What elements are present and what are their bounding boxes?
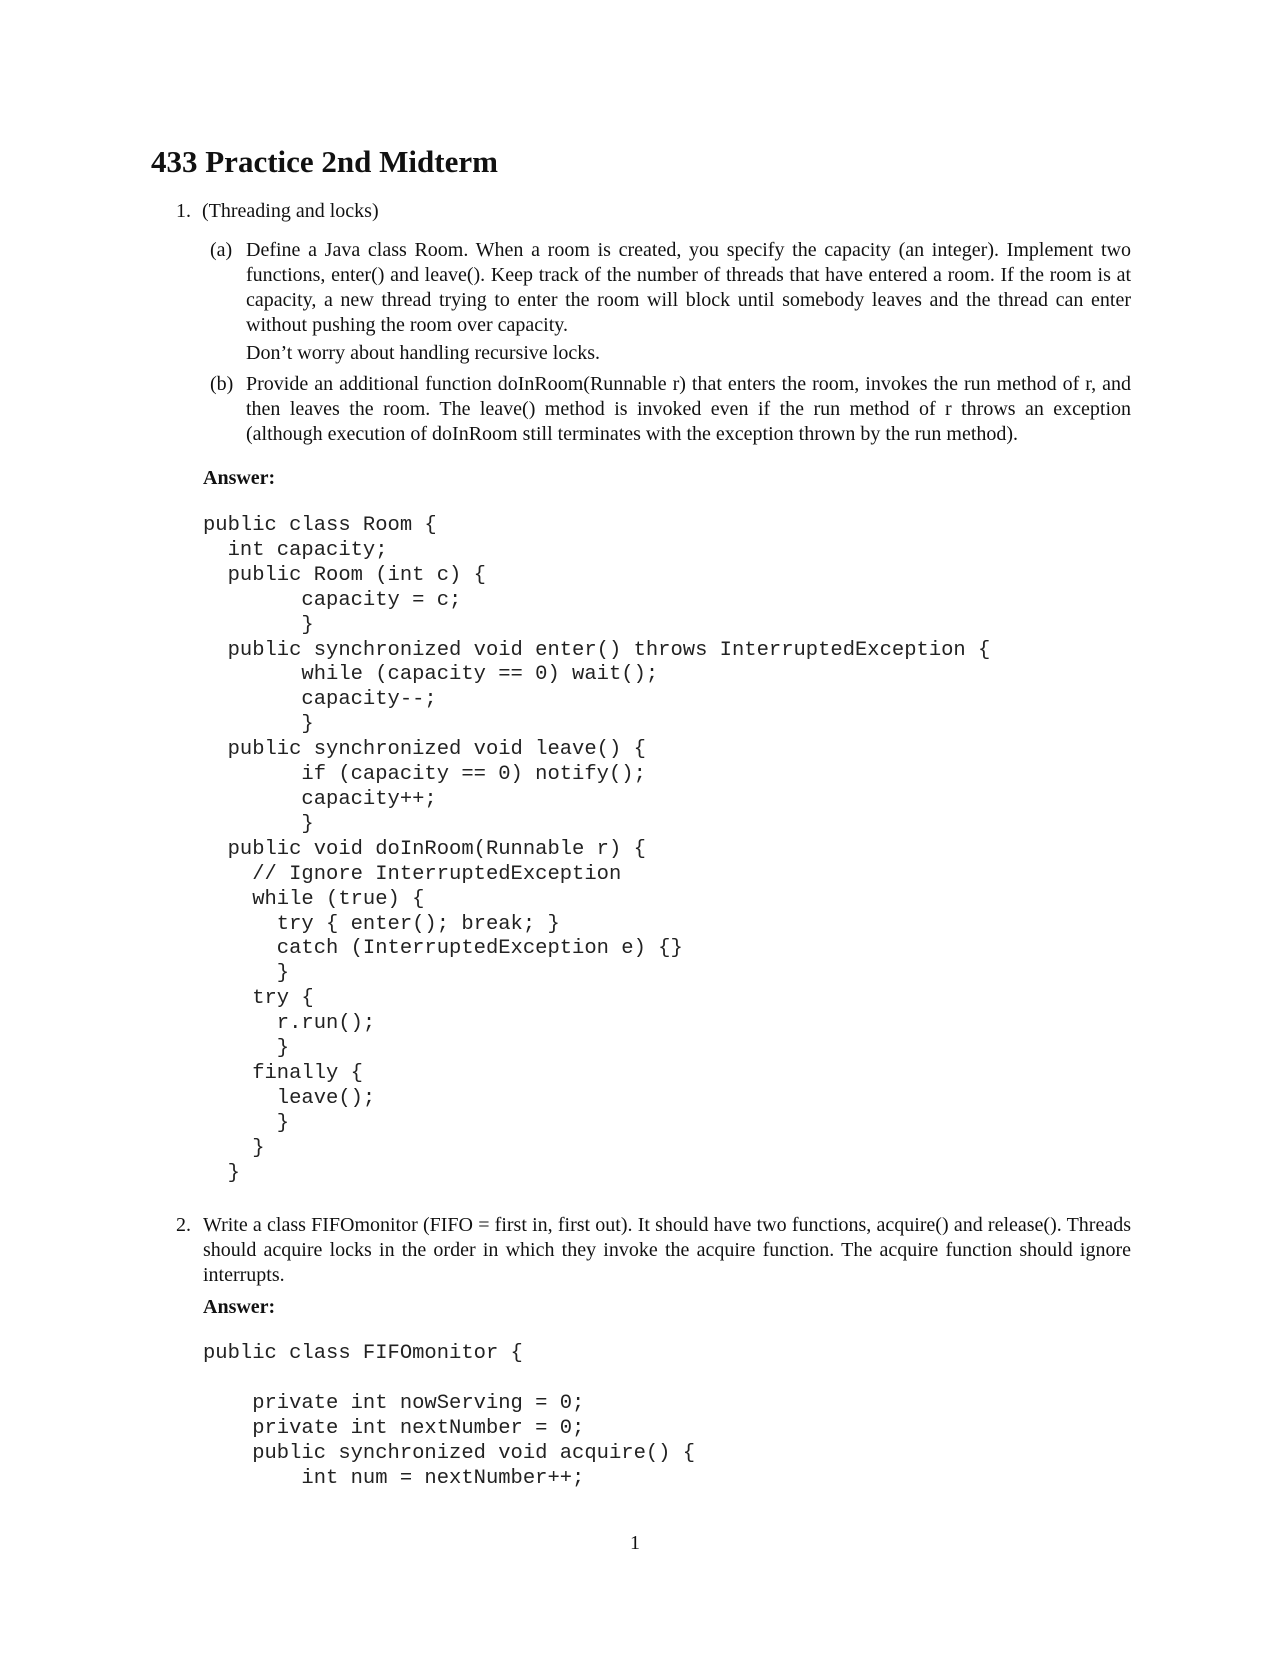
fifomonitor-class-code: public class FIFOmonitor { private int nowServing = 0; private int nextNumber = 0; public synchronized void acquire() { int num = nextNumber++; (203, 1342, 696, 1490)
question-1-part-a (210, 238, 1131, 366)
question-1-heading (176, 198, 379, 224)
question-2-text: Write a class FIFOmonitor (FIFO = first in, first out). It should have two functions, acquire() and release(). Threads should acquire locks in the order in which they invoke the acquire function. The acquire function should ignore interrupts. (203, 1214, 1131, 1286)
question-2-number: 2. (176, 1214, 191, 1236)
question-1-answer-label: Answer: (203, 467, 276, 489)
question-2 (176, 1213, 1131, 1288)
page-title: 433 Practice 2nd Midterm (151, 144, 498, 179)
question-1-part-b (210, 372, 1131, 447)
part-b-label: (b) (210, 373, 234, 395)
question-1-topic: (Threading and locks) (202, 200, 379, 222)
part-a-note: Don’t worry about handling recursive locks. (246, 342, 600, 364)
part-a-text: Define a Java class Room. When a room is created, you specify the capacity (an integer). Implement two functions, enter() and leave(). Keep track of the number of threads that have entered a room. If the room is at capacity, a new thread trying to enter the room will block until somebody leaves and the thread can enter without pushing the room over capacity. (246, 239, 1131, 336)
part-a-label: (a) (210, 239, 233, 261)
room-class-code: public class Room { int capacity; public Room (int c) { capacity = c; } public synchronized void enter() throws InterruptedException { while (capacity == 0) wait(); capacity--; } public synchronized void leave() { if (capacity == 0) notify(); capacity++; } public void doInRoom(Runnable r) { // Ignore InterruptedException while (true) { try { enter(); break; } catch (InterruptedException e) {} } try { r.run(); } finally { leave(); } } } (203, 514, 991, 1185)
question-1-number: 1. (176, 200, 191, 222)
page-number: 1 (630, 1532, 640, 1554)
part-b-text: Provide an additional function doInRoom(Runnable r) that enters the room, invokes the run method of r, and then leaves the room. The leave() method is invoked even if the run method of r throws an exception (although execution of doInRoom still terminates with the exception thrown by the run method). (246, 373, 1131, 445)
question-2-answer-label: Answer: (203, 1296, 276, 1318)
